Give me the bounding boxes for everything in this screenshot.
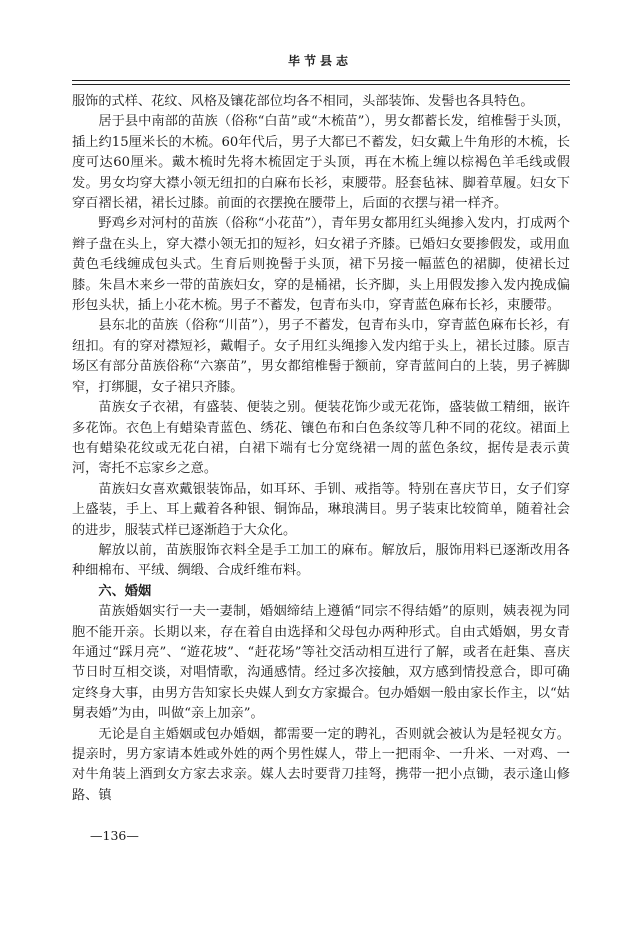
paragraph: 居于县中南部的苗族（俗称“白苗”或“木梳苗”），男女都蓄长发，绾椎髻于头顶，插上约15厘米长的木梳。60年代后，男子大都已不蓄发，妇女戴上牛角形的木梳，长度可达60厘米。戴木梳时先将木梳固定于头顶，再在木梳上缠以棕褐色羊毛线或假发。男女均穿大襟小领无纽扣的白麻布长衫，束腰带。胫套毡袜、脚着草履。妇女下穿百褶长裙，裙长过膝。前面的衣摆挽在腰带上，后面的衣摆与裙一样齐。 bbox=[72, 114, 570, 212]
paragraph: 苗族女子衣裙，有盛装、便装之别。便装花饰少或无花饰，盛装做工精细，嵌许多花饰。衣色上有蜡染青蓝色、绣花、镶色布和白色条纹等几种不同的花纹。裙面上也有蜡染花纹或无花白裙，白裙下端有七分宽绕裙一周的蓝色条纹，据传是表示黄河，寄托不忘家乡之意。 bbox=[72, 400, 570, 477]
page-number: —136— bbox=[90, 828, 139, 843]
running-header: 毕节县志 bbox=[287, 54, 352, 68]
section-heading: 六、婚姻 bbox=[98, 583, 152, 599]
paragraph: 野鸡乡对河村的苗族（俗称“小花苗”），青年男女都用红头绳掺入发内，打成两个辫子盘在头上，穿大襟小领无扣的短衫，妇女裙子齐膝。已婚妇女要掺假发，或用血黄色毛线缠成包头式。生育后则挽髻于头顶，裙下另接一幅蓝色的裙脚，使裙长过膝。朱昌木来乡一带的苗族妇女，穿的是桶裙，长齐脚，头上用假发掺入发内挽成偏形包头状，插上小花木梳。男子不蓄发，包青布头巾，穿青蓝色麻布长衫，束腰带。 bbox=[72, 216, 570, 314]
paragraph: 县东北的苗族（俗称“川苗”），男子不蓄发，包青布头巾，穿青蓝色麻布长衫，有纽扣。有的穿对襟短衫，戴帽子。女子用红头绳掺入发内绾于头上，裙长过膝。原吉场区有部分苗族俗称“六寨苗”，男女都绾椎髻于额前，穿青蓝间白的上装，男子裤脚窄，打绑腿，女子裙只齐膝。 bbox=[72, 318, 570, 395]
header-rule-bottom bbox=[72, 84, 570, 85]
header-rule-top bbox=[72, 80, 570, 81]
body-text bbox=[72, 92, 570, 806]
paragraph: 服饰的式样、花纹、风格及镶花部位均各不相同，头部装饰、发髻也各具特色。 bbox=[72, 94, 534, 109]
paragraph: 苗族妇女喜欢戴银装饰品，如耳环、手钏、戒指等。特别在喜庆节日，女子们穿上盛装，手上、耳上戴着各种银、铜饰品，琳琅满目。男子装束比较简单，随着社会的进步，服装式样已逐渐趋于大众化。 bbox=[72, 481, 570, 538]
paragraph: 无论是自主婚姻或包办婚姻，都需要一定的聘礼，否则就会被认为是轻视女方。提亲时，男方家请本姓或外姓的两个男性媒人，带上一把雨伞、一升米、一对鸡、一对牛角装上酒到女方家去求亲。媒人去时要背刀挂弩，携带一把小点锄，表示逢山修路、镇 bbox=[72, 726, 570, 803]
paragraph: 解放以前，苗族服饰衣料全是手工加工的麻布。解放后，服饰用料已逐渐改用各种细棉布、平绒、绸缎、合成纤维布料。 bbox=[72, 542, 570, 579]
paragraph: 苗族婚姻实行一夫一妻制，婚姻缔结上遵循“同宗不得结婚”的原则，姨表视为同胞不能开亲。长期以来，存在着自由选择和父母包办两种形式。自由式婚姻，男女青年通过“踩月亮”、“遊花坡”、“赶花场”等社交活动相互进行了解，或者在赶集、喜庆节日时互相交谈，对唱情歌，沟通感情。经过多次接触，双方感到情投意合，即可确定终身大事，由男方告知家长央媒人到女方家撮合。包办婚姻一般由家长作主，以“姑舅表婚”为由，叫做“亲上加亲”。 bbox=[72, 604, 570, 722]
